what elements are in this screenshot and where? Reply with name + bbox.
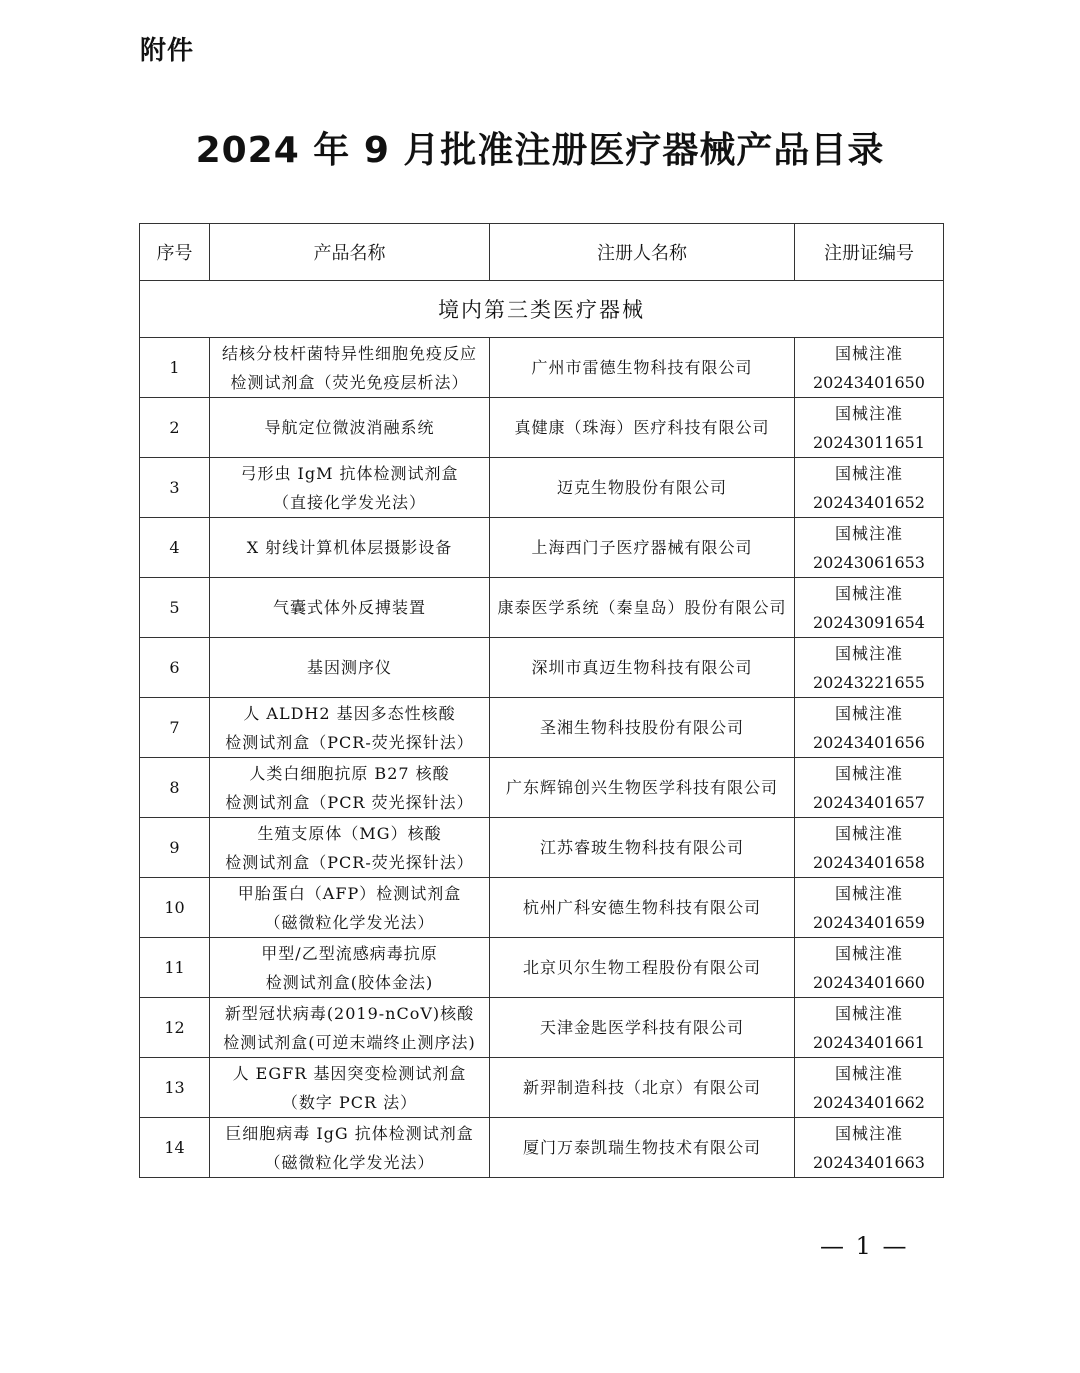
product-name: 人类白细胞抗原 B27 核酸 检测试剂盒（PCR 荧光探针法）: [225, 763, 474, 812]
certificate-number: 20243011651: [813, 432, 925, 452]
row-number: 2: [140, 398, 210, 458]
row-number: 10: [140, 878, 210, 938]
table-row: [140, 578, 944, 638]
certificate-number: 20243401663: [813, 1152, 925, 1172]
certificate-number: 20243401658: [813, 852, 925, 872]
certificate-number: 20243401657: [813, 792, 925, 812]
table-row: [140, 638, 944, 698]
product-name: 基因测序仪: [306, 658, 392, 677]
table-row: [140, 938, 944, 998]
certificate-number-cell: [795, 338, 944, 398]
registrant-name: 杭州广科安德生物科技有限公司: [490, 878, 795, 938]
row-number: 1: [140, 338, 210, 398]
product-name-cell: [210, 398, 490, 458]
table-row: [140, 398, 944, 458]
product-name-cell: [210, 338, 490, 398]
certificate-prefix: 国械注准: [834, 1003, 903, 1023]
product-name: X 射线计算机体层摄影设备: [246, 538, 453, 557]
product-name: 气囊式体外反搏装置: [272, 598, 426, 617]
certificate-prefix: 国械注准: [834, 343, 903, 363]
product-name: 新型冠状病毒(2019-nCoV)核酸 检测试剂盒(可逆末端终止测序法): [223, 1003, 476, 1052]
registrant-name: 康泰医学系统（秦皇岛）股份有限公司: [490, 578, 795, 638]
certificate-number-cell: [795, 458, 944, 518]
certificate-prefix: 国械注准: [834, 703, 903, 723]
registrant-name: 广东辉锦创兴生物医学科技有限公司: [490, 758, 795, 818]
row-number: 11: [140, 938, 210, 998]
table-row: [140, 1118, 944, 1178]
certificate-number-cell: [795, 1118, 944, 1178]
registrant-name: 天津金匙医学科技有限公司: [490, 998, 795, 1058]
table-row: [140, 518, 944, 578]
certificate-number: 20243401656: [813, 732, 925, 752]
certificate-prefix: 国械注准: [834, 943, 903, 963]
certificate-number: 20243401650: [813, 372, 925, 392]
page-number: — 1 —: [820, 1232, 909, 1260]
certificate-number: 20243401659: [813, 912, 925, 932]
certificate-prefix: 国械注准: [834, 823, 903, 843]
certificate-number: 20243401660: [813, 972, 925, 992]
column-header-no: 序号: [140, 224, 210, 281]
product-catalog-table: [139, 223, 944, 1178]
registrant-name: 迈克生物股份有限公司: [490, 458, 795, 518]
row-number: 14: [140, 1118, 210, 1178]
certificate-prefix: 国械注准: [834, 523, 903, 543]
product-name-cell: [210, 578, 490, 638]
column-header-product: 产品名称: [210, 224, 490, 281]
registrant-name: 圣湘生物科技股份有限公司: [490, 698, 795, 758]
product-name: 人 ALDH2 基因多态性核酸 检测试剂盒（PCR-荧光探针法）: [225, 703, 474, 752]
table-row: [140, 698, 944, 758]
product-name: 巨细胞病毒 IgG 抗体检测试剂盒 （磁微粒化学发光法）: [225, 1123, 474, 1172]
table-row: [140, 998, 944, 1058]
certificate-number-cell: [795, 518, 944, 578]
certificate-prefix: 国械注准: [834, 463, 903, 483]
certificate-number-cell: [795, 938, 944, 998]
product-name-cell: [210, 518, 490, 578]
table-row: [140, 458, 944, 518]
row-number: 12: [140, 998, 210, 1058]
column-header-registrant: 注册人名称: [490, 224, 795, 281]
section-row: [140, 281, 944, 338]
product-name-cell: [210, 638, 490, 698]
product-name-cell: [210, 998, 490, 1058]
certificate-prefix: 国械注准: [834, 1063, 903, 1083]
certificate-number: 20243401662: [813, 1092, 925, 1112]
product-name-cell: [210, 1118, 490, 1178]
registrant-name: 厦门万泰凯瑞生物技术有限公司: [490, 1118, 795, 1178]
product-name-cell: [210, 818, 490, 878]
registrant-name: 新羿制造科技（北京）有限公司: [490, 1058, 795, 1118]
certificate-prefix: 国械注准: [834, 763, 903, 783]
product-name: 甲型/乙型流感病毒抗原 检测试剂盒(胶体金法): [261, 943, 438, 992]
row-number: 4: [140, 518, 210, 578]
certificate-prefix: 国械注准: [834, 883, 903, 903]
product-name-cell: [210, 758, 490, 818]
table-row: [140, 1058, 944, 1118]
product-name-cell: [210, 878, 490, 938]
row-number: 3: [140, 458, 210, 518]
certificate-number: 20243061653: [813, 552, 925, 572]
registrant-name: 真健康（珠海）医疗科技有限公司: [490, 398, 795, 458]
product-name: 生殖支原体（MG）核酸 检测试剂盒（PCR-荧光探针法）: [225, 823, 474, 872]
column-header-cert: 注册证编号: [795, 224, 944, 281]
product-name-cell: [210, 458, 490, 518]
row-number: 13: [140, 1058, 210, 1118]
registrant-name: 广州市雷德生物科技有限公司: [490, 338, 795, 398]
certificate-number-cell: [795, 878, 944, 938]
product-name-cell: [210, 698, 490, 758]
registrant-name: 北京贝尔生物工程股份有限公司: [490, 938, 795, 998]
registrant-name: 深圳市真迈生物科技有限公司: [490, 638, 795, 698]
product-name: 结核分枝杆菌特异性细胞免疫反应 检测试剂盒（荧光免疫层析法）: [221, 343, 477, 392]
certificate-prefix: 国械注准: [834, 643, 903, 663]
document-title: 2024 年 9 月批准注册医疗器械产品目录: [195, 130, 885, 171]
row-number: 7: [140, 698, 210, 758]
certificate-number-cell: [795, 1058, 944, 1118]
certificate-number-cell: [795, 998, 944, 1058]
table-row: [140, 878, 944, 938]
row-number: 9: [140, 818, 210, 878]
table-row: [140, 758, 944, 818]
table-row: [140, 338, 944, 398]
product-name: 甲胎蛋白（AFP）检测试剂盒 （磁微粒化学发光法）: [237, 883, 462, 932]
product-name-cell: [210, 1058, 490, 1118]
certificate-number: 20243401661: [813, 1032, 925, 1052]
certificate-number-cell: [795, 698, 944, 758]
row-number: 5: [140, 578, 210, 638]
table-body: [140, 281, 944, 1178]
certificate-number-cell: [795, 398, 944, 458]
certificate-number-cell: [795, 818, 944, 878]
attachment-label: 附件: [140, 36, 195, 66]
registrant-name: 江苏睿玻生物科技有限公司: [490, 818, 795, 878]
table-row: [140, 818, 944, 878]
registrant-name: 上海西门子医疗器械有限公司: [490, 518, 795, 578]
product-name: 导航定位微波消融系统: [264, 418, 435, 437]
row-number: 6: [140, 638, 210, 698]
certificate-prefix: 国械注准: [834, 583, 903, 603]
row-number: 8: [140, 758, 210, 818]
product-name-cell: [210, 938, 490, 998]
certificate-number-cell: [795, 578, 944, 638]
certificate-number-cell: [795, 638, 944, 698]
certificate-prefix: 国械注准: [834, 403, 903, 423]
table-header-row: [140, 224, 944, 281]
certificate-prefix: 国械注准: [834, 1123, 903, 1143]
certificate-number: 20243091654: [813, 612, 925, 632]
certificate-number-cell: [795, 758, 944, 818]
certificate-number: 20243221655: [813, 672, 925, 692]
product-name: 弓形虫 IgM 抗体检测试剂盒 （直接化学发光法）: [240, 463, 459, 512]
product-name: 人 EGFR 基因突变检测试剂盒 （数字 PCR 法）: [232, 1063, 467, 1112]
certificate-number: 20243401652: [813, 492, 925, 512]
section-title: 境内第三类医疗器械: [140, 281, 944, 338]
